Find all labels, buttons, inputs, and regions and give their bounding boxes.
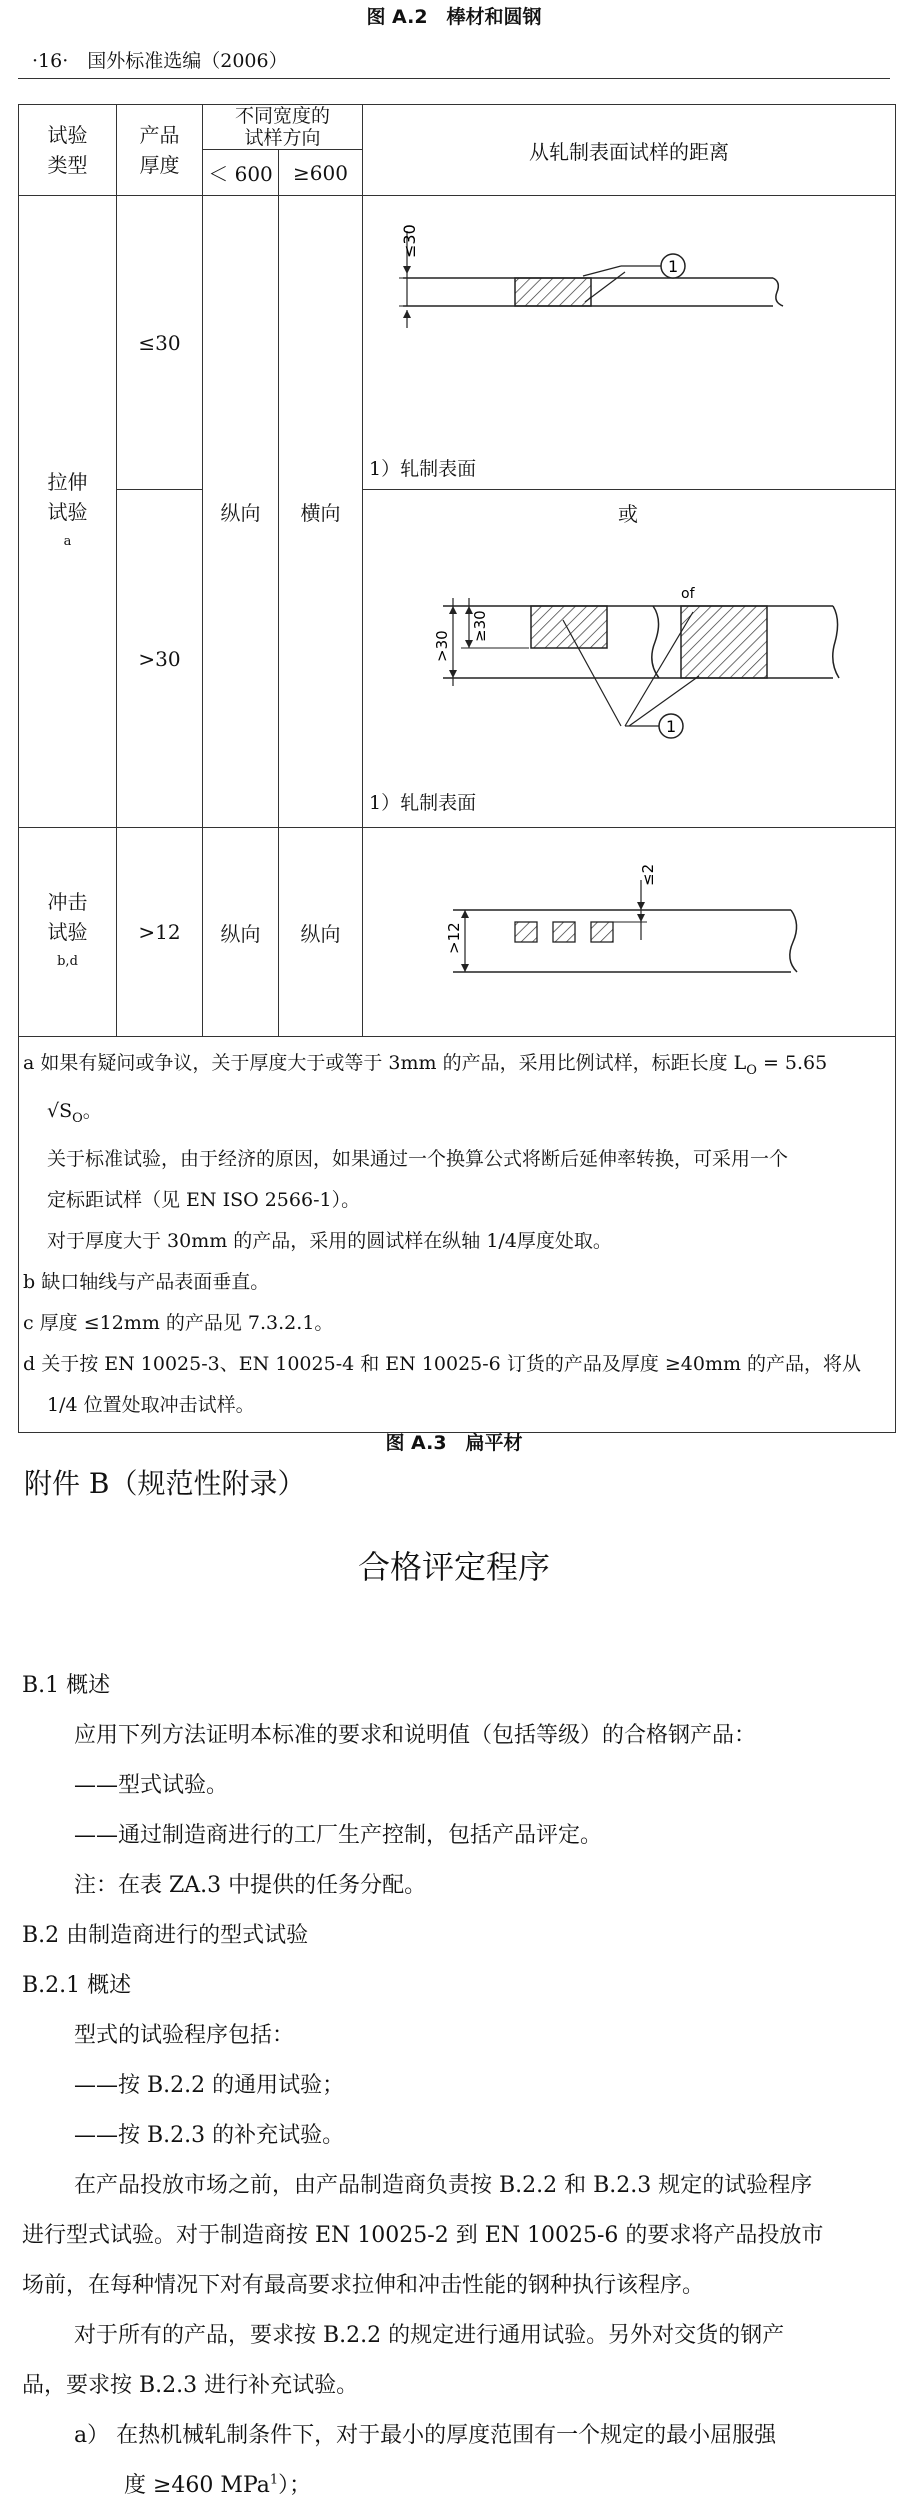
or-label: 或: [618, 502, 638, 526]
header-width-lt-600: ＜ 600: [203, 150, 279, 196]
rolled-surface-label-2: 1）轧制表面: [369, 792, 477, 814]
list-item: ——型式试验。: [74, 1773, 229, 1798]
callout-1: 1: [668, 257, 679, 276]
paragraph: 进行型式试验。对于制造商按 EN 10025-2 到 EN 10025-6 的要求将产品投放市: [22, 2223, 824, 2248]
section-b1-heading: B.1 概述: [22, 1673, 111, 1698]
header-divider: [18, 78, 890, 79]
note-d-position: 1/4 位置处取冲击试样。: [47, 1393, 255, 1416]
diagram-thin-plate: [363, 196, 896, 490]
list-item: ——通过制造商进行的工厂生产控制，包括产品评定。: [74, 1823, 603, 1848]
list-item: ——按 B.2.2 的通用试验；: [74, 2073, 345, 2098]
figure-a3-caption: 图 A.3 扁平材: [385, 1432, 523, 1454]
dim-gt30: >30: [433, 630, 451, 662]
diagram-impact-specimen: [363, 828, 896, 1037]
list-item: ——按 B.2.3 的补充试验。: [74, 2123, 345, 2148]
impact-dir-lt600: 纵向: [203, 828, 279, 1037]
dim-le30: ≤30: [400, 224, 419, 258]
paragraph: 对于所有的产品，要求按 B.2.2 的规定进行通用试验。另外对交货的钢产: [74, 2323, 785, 2348]
tensile-dir-lt600: 纵向: [203, 196, 279, 828]
dim-ge30: ≥30: [471, 610, 489, 642]
table-footnotes: [19, 1037, 896, 1433]
header-direction-group: 不同宽度的 试样方向: [203, 105, 363, 150]
tensile-dir-ge600: 横向: [279, 196, 363, 828]
section-b21-heading: B.2.1 概述: [22, 1973, 132, 1998]
note-a-thickness: 对于厚度大于 30mm 的产品，采用的圆试样在纵轴 1/4厚度处取。: [47, 1229, 612, 1252]
note-c: c 厚度 ≤12mm 的产品见 7.3.2.1。: [23, 1311, 334, 1334]
header-distance: 从轧制表面试样的距离: [363, 105, 896, 196]
note-a-standard: 关于标准试验，由于经济的原因，如果通过一个换算公式将断后延伸率转换，可采用一个: [47, 1147, 789, 1170]
impact-test-label: 冲击 试验 b,d: [19, 828, 117, 1037]
paragraph: 场前，在每种情况下对有最高要求拉伸和冲击性能的钢种执行该程序。: [22, 2273, 705, 2298]
header-test-type: 试验 类型: [19, 105, 117, 196]
dim-le2: ≤2: [639, 863, 657, 886]
note-b: b 缺口轴线与产品表面垂直。: [23, 1270, 270, 1293]
section-b1-intro: 应用下列方法证明本标准的要求和说明值（包括等级）的合格钢产品：: [74, 1723, 757, 1748]
impact-drawing: [363, 828, 893, 1037]
paragraph: 品，要求按 B.2.3 进行补充试验。: [22, 2373, 359, 2398]
note-d: d 关于按 EN 10025-3、EN 10025-4 和 EN 10025-6 订货的产品及厚度 ≥40mm 的产品，将从: [23, 1352, 862, 1375]
tensile-thickness-gt30: >30: [117, 490, 203, 828]
note-text: 注：在表 ZA.3 中提供的任务分配。: [74, 1873, 427, 1898]
note-a-formula: $√S_O$。: [47, 1099, 102, 1126]
figure-a2-caption: 图 A.2 棒材和圆钢: [366, 6, 542, 28]
dim-gt12: >12: [445, 922, 463, 954]
note-a: a 如果有疑问或争议，关于厚度大于或等于 3mm 的产品，采用比例试样，标距长度 $L_O = 5.65$: [23, 1052, 828, 1078]
section-b2-heading: B.2 由制造商进行的型式试验: [22, 1923, 309, 1948]
note-a-gauge: 定标距试样（见 EN ISO 2566-1）。: [47, 1188, 361, 1211]
rolled-surface-label: 1）轧制表面: [369, 458, 477, 480]
callout-1-b: 1: [666, 717, 677, 736]
tensile-thickness-le30: ≤30: [117, 196, 203, 490]
impact-dir-ge600: 纵向: [279, 828, 363, 1037]
impact-thickness-gt12: >12: [117, 828, 203, 1037]
list-item: 度 ≥460 MPa$^1$）；: [124, 2472, 312, 2498]
header-thickness: 产品 厚度: [117, 105, 203, 196]
annex-b-title: 附件 B（规范性附录）: [24, 1467, 306, 1500]
paragraph: 在产品投放市场之前，由产品制造商负责按 B.2.2 和 B.2.3 规定的试验程序: [74, 2173, 813, 2198]
thick-plate-drawing: [363, 490, 893, 828]
diagram-thick-plate: [363, 490, 896, 828]
header-width-ge-600: ≥600: [279, 150, 363, 196]
tensile-test-label: 拉伸 试验 a: [19, 196, 117, 828]
page-header: ·16· 国外标准选编（2006）: [32, 50, 288, 72]
specimen-location-table: [18, 104, 896, 1433]
paragraph: 型式的试验程序包括：: [74, 2023, 295, 2048]
annex-heading: 合格评定程序: [357, 1548, 550, 1586]
of-label: of: [681, 586, 695, 602]
thin-plate-drawing: [363, 196, 893, 490]
list-item: a） 在热机械轧制条件下，对于最小的厚度范围有一个规定的最小屈服强: [74, 2423, 777, 2448]
